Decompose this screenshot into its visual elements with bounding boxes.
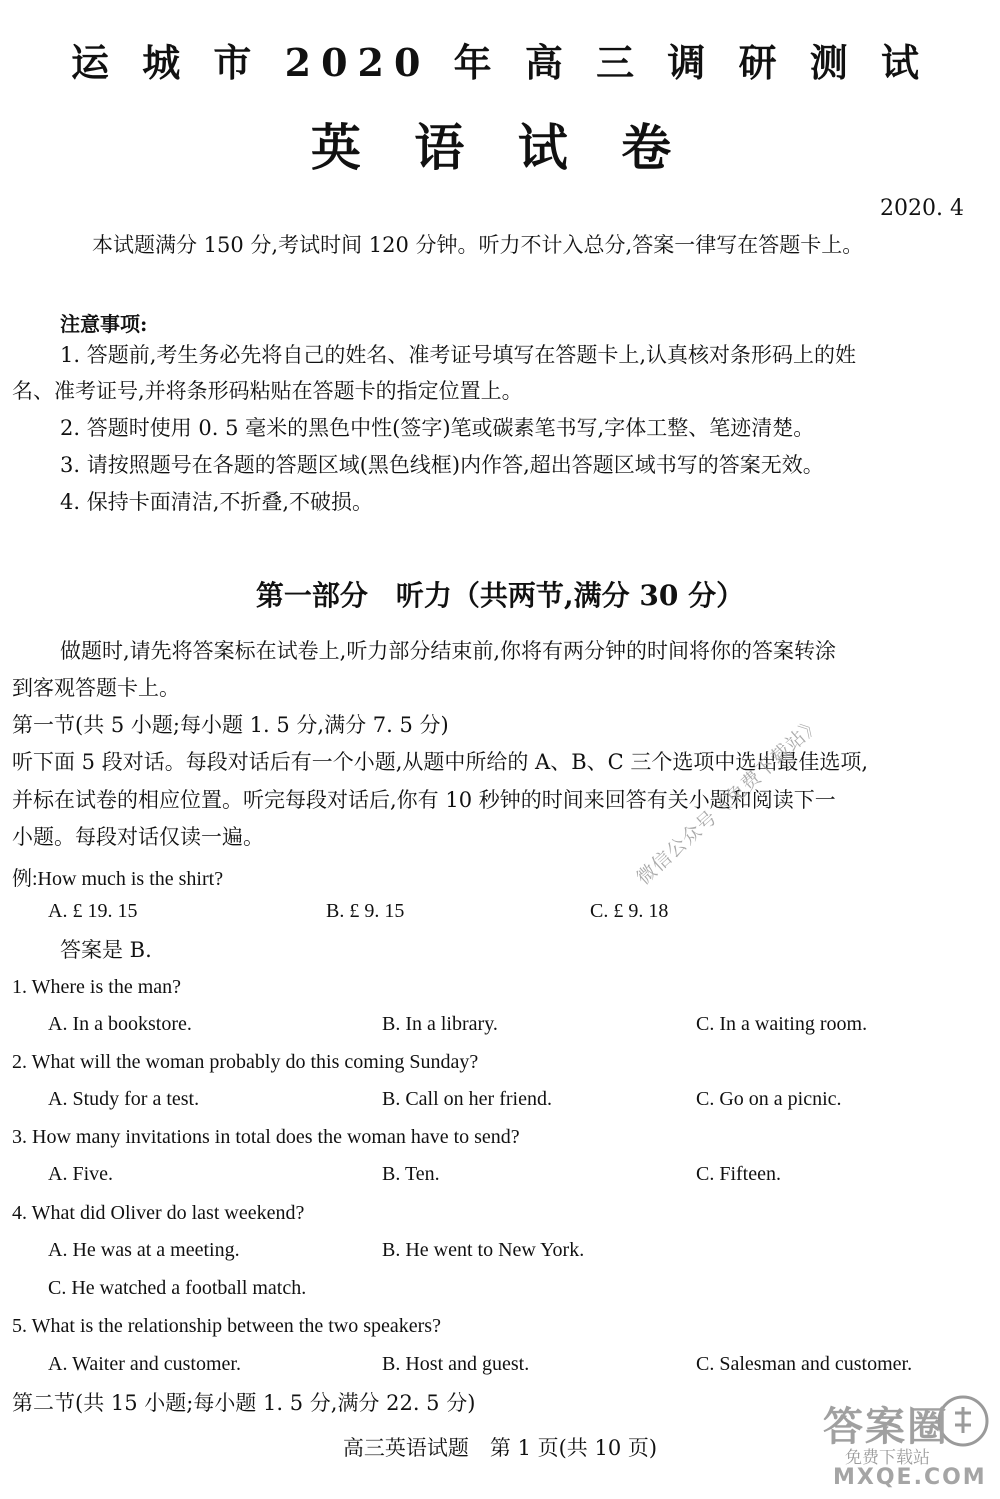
exam-subject-title: 英 语 试 卷 xyxy=(310,118,690,177)
notice-item-4: 4. 保持卡面清洁,不折叠,不破损。 xyxy=(60,490,374,514)
question-5-option-a: A. Waiter and customer. xyxy=(48,1353,241,1375)
logo-main-text: 答案圈 xyxy=(823,1404,949,1450)
question-1: 1. Where is the man? xyxy=(12,976,182,998)
question-2-option-b: B. Call on her friend. xyxy=(382,1088,552,1110)
example-option-a: A. £ 19. 15 xyxy=(48,900,138,922)
part1-heading: 第一部分 听力（共两节,满分 30 分） xyxy=(255,579,745,612)
part1-instruction-line-1: 做题时,请先将答案标在试卷上,听力部分结束前,你将有两分钟的时间将你的答案转涂 xyxy=(60,639,837,663)
question-3: 3. How many invitations in total does the woman have to send? xyxy=(12,1126,520,1148)
exam-title: 运 城 市 2020 年 高 三 调 研 测 试 xyxy=(70,40,930,85)
notice-item-1-line-1: 1. 答题前,考生务必先将自己的姓名、准考证号填写在答题卡上,认真核对条形码上的姓 xyxy=(60,343,857,367)
question-4: 4. What did Oliver do last weekend? xyxy=(12,1202,305,1224)
example-option-c: C. £ 9. 18 xyxy=(590,900,669,922)
question-4-option-c: C. He watched a football match. xyxy=(48,1277,307,1299)
site-logo-watermark xyxy=(815,1385,990,1493)
example-question: 例:How much is the shirt? xyxy=(12,868,224,890)
section1-instruction-line-1: 听下面 5 段对话。每段对话后有一个小题,从题中所给的 A、B、C 三个选项中选出最佳选项, xyxy=(12,750,869,774)
question-1-option-c: C. In a waiting room. xyxy=(696,1013,868,1035)
section1-instruction-line-2: 并标在试卷的相应位置。听完每段对话后,你有 10 秒钟的时间来回答有关小题和阅读下一 xyxy=(12,788,836,812)
logo-sub-text: 免费下载站 xyxy=(845,1448,930,1468)
page-footer: 高三英语试题 第 1 页(共 10 页) xyxy=(342,1436,658,1460)
section1-heading: 第一节(共 5 小题;每小题 1. 5 分,满分 7. 5 分) xyxy=(12,713,449,737)
question-3-option-b: B. Ten. xyxy=(382,1163,440,1185)
question-4-option-b: B. He went to New York. xyxy=(382,1239,585,1261)
notice-item-1-line-2: 名、准考证号,并将条形码粘贴在答题卡的指定位置上。 xyxy=(12,379,523,403)
question-2-option-c: C. Go on a picnic. xyxy=(696,1088,842,1110)
exam-date: 2020. 4 xyxy=(880,196,964,221)
question-2: 2. What will the woman probably do this coming Sunday? xyxy=(12,1051,479,1073)
exam-intro: 本试题满分 150 分,考试时间 120 分钟。听力不计入总分,答案一律写在答题卡上。 xyxy=(92,233,864,257)
question-4-option-a: A. He was at a meeting. xyxy=(48,1239,240,1261)
logo-url-text: MXQE.COM xyxy=(833,1465,987,1490)
part1-instruction-line-2: 到客观答题卡上。 xyxy=(12,676,180,700)
question-3-option-a: A. Five. xyxy=(48,1163,113,1185)
diagonal-watermark: 微信公众号《免费下载站》 xyxy=(632,712,826,890)
example-answer: 答案是 B. xyxy=(60,938,152,962)
section2-heading: 第二节(共 15 小题;每小题 1. 5 分,满分 22. 5 分) xyxy=(12,1391,476,1415)
question-3-option-c: C. Fifteen. xyxy=(696,1163,781,1185)
notice-heading: 注意事项: xyxy=(60,312,148,336)
question-5: 5. What is the relationship between the two speakers? xyxy=(12,1315,441,1337)
notice-item-2: 2. 答题时使用 0. 5 毫米的黑色中性(签字)笔或碳素笔书写,字体工整、笔迹清楚。 xyxy=(60,416,815,440)
question-5-option-c: C. Salesman and customer. xyxy=(696,1353,913,1375)
example-option-b: B. £ 9. 15 xyxy=(326,900,405,922)
notice-item-3: 3. 请按照题号在各题的答题区域(黑色线框)内作答,超出答题区域书写的答案无效。 xyxy=(60,453,824,477)
question-2-option-a: A. Study for a test. xyxy=(48,1088,200,1110)
question-1-option-a: A. In a bookstore. xyxy=(48,1013,192,1035)
question-1-option-b: B. In a library. xyxy=(382,1013,498,1035)
question-5-option-b: B. Host and guest. xyxy=(382,1353,530,1375)
section1-instruction-line-3: 小题。每段对话仅读一遍。 xyxy=(12,825,264,849)
